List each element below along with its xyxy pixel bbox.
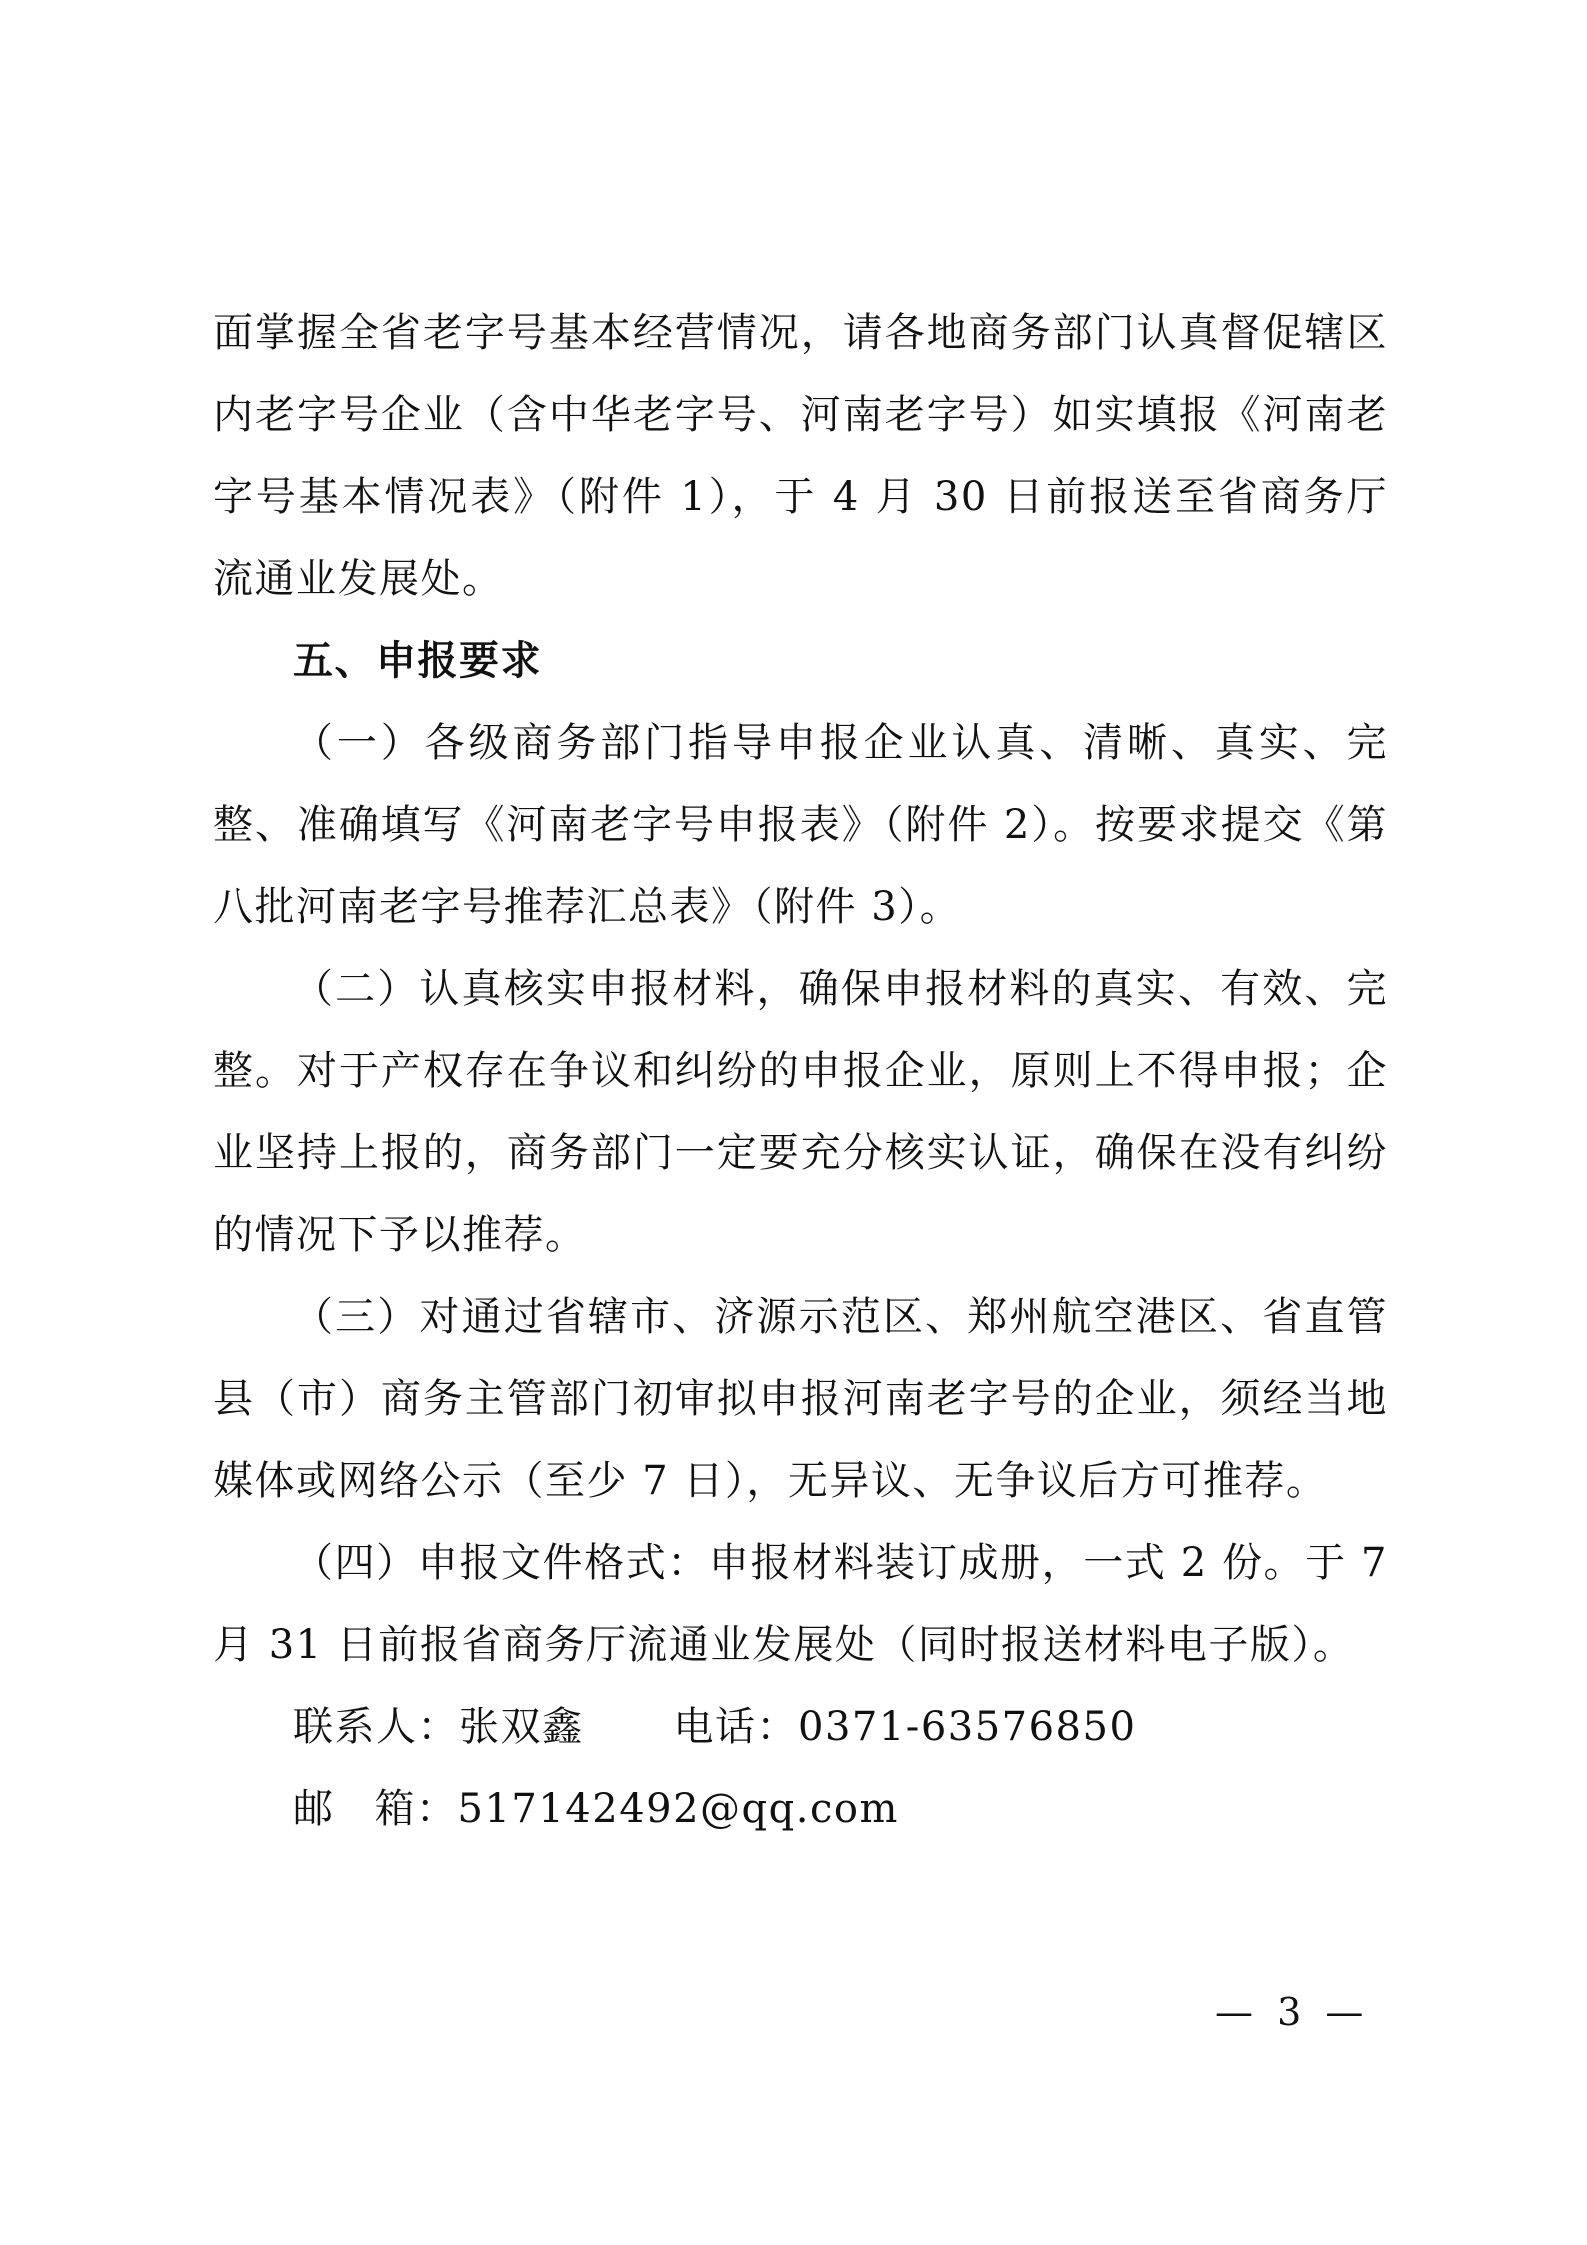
- document-body: [213, 292, 1388, 1850]
- contact-line: [213, 1686, 1388, 1768]
- contact-person-label: 联系人：: [293, 1704, 459, 1750]
- contact-person-name: 张双鑫: [459, 1704, 584, 1750]
- contact-phone-label: 电话：: [673, 1704, 798, 1750]
- requirement-item-3: （三）对通过省辖市、济源示范区、郑州航空港区、省直管县（市）商务主管部门初审拟申报河南老字号的企业，须经当地媒体或网络公示（至少 7 日），无异议、无争议后方可推荐。: [213, 1294, 1388, 1504]
- requirement-item-2: （二）认真核实申报材料，确保申报材料的真实、有效、完整。对于产权存在争议和纠纷的申报企业，原则上不得申报；企业坚持上报的，商务部门一定要充分核实认证，确保在没有纠纷的情况下予以推荐。: [213, 966, 1388, 1258]
- requirement-item-4: （四）申报文件格式：申报材料装订成册，一式 2 份。于 7 月 31 日前报省商务厅流通业发展处（同时报送材料电子版）。: [213, 1540, 1388, 1668]
- requirement-item-1: （一）各级商务部门指导申报企业认真、清晰、真实、完整、准确填写《河南老字号申报表》（附件 2）。按要求提交《第八批河南老字号推荐汇总表》（附件 3）。: [213, 720, 1388, 930]
- paragraph-continuation: 面掌握全省老字号基本经营情况，请各地商务部门认真督促辖区内老字号企业（含中华老字号、河南老字号）如实填报《河南老字号基本情况表》（附件 1），于 4 月 30 日前报送至省商务厅流通业发展处。: [213, 310, 1388, 602]
- contact-email: 517142492@qq.com: [457, 1786, 899, 1832]
- contact-phone: 0371-63576850: [798, 1704, 1137, 1750]
- section-heading-requirements: 五、申报要求: [293, 638, 542, 684]
- page-number: — 3 —: [1215, 1990, 1370, 2034]
- email-line: [213, 1768, 1388, 1850]
- email-label-part2: 箱：: [374, 1786, 458, 1832]
- email-label-part1: 邮: [293, 1786, 335, 1832]
